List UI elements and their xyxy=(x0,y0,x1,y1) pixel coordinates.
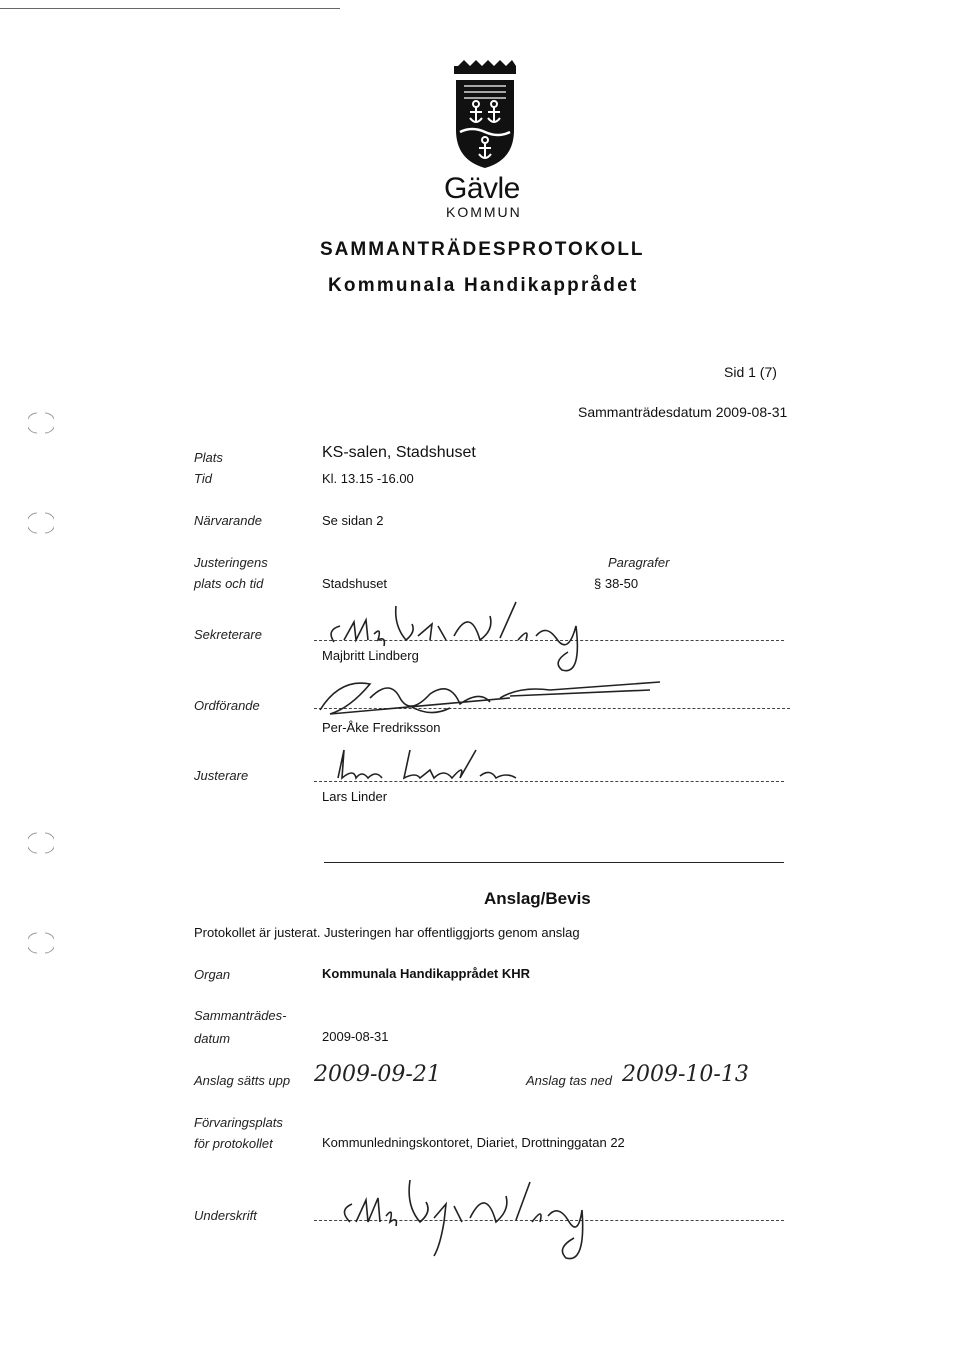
sekreterare-name: Majbritt Lindberg xyxy=(322,648,419,663)
anslag-satts-label: Anslag sätts upp xyxy=(194,1073,291,1088)
anslag-title: Anslag/Bevis xyxy=(484,889,591,908)
ordforande-name: Per-Åke Fredriksson xyxy=(322,720,441,735)
justerare-label: Justerare xyxy=(194,768,249,783)
underskrift-label: Underskrift xyxy=(194,1208,257,1223)
tid-value: Kl. 13.15 -16.00 xyxy=(322,471,414,486)
logo-sub: KOMMUN xyxy=(446,204,522,220)
punch-hole-icon xyxy=(28,510,54,536)
forvaringsplats-label-2: för protokollet xyxy=(194,1136,273,1151)
plats-value: KS-salen, Stadshuset xyxy=(322,444,476,461)
punch-hole-icon xyxy=(28,410,54,436)
paragrafer-label: Paragrafer xyxy=(608,555,670,570)
anslag-ned-label: Anslag tas ned xyxy=(526,1073,613,1088)
justeringens-label: Justeringens xyxy=(194,555,268,570)
punch-hole-icon xyxy=(28,930,54,956)
anslag-ned-value: 2009-10-13 xyxy=(622,1062,749,1087)
plats-label: Plats xyxy=(194,450,223,465)
punch-hole-icon xyxy=(28,830,54,856)
coat-of-arms-icon xyxy=(450,60,520,170)
anslag-satts-value: 2009-09-21 xyxy=(314,1062,441,1087)
datum-value: 2009-08-31 xyxy=(322,1029,389,1044)
plats-och-tid-label: plats och tid xyxy=(194,576,264,591)
datum-label-1: Sammanträdes- xyxy=(194,1008,287,1023)
handwritten-signature-underskrift xyxy=(330,1176,590,1266)
tid-label: Tid xyxy=(194,471,212,486)
page-subtitle: Kommunala Handikapprådet xyxy=(328,275,639,296)
justering-value: Stadshuset xyxy=(322,576,388,591)
anslag-text: Protokollet är justerat. Justeringen har offentliggjorts genom anslag xyxy=(194,925,580,940)
gavle-logo xyxy=(440,60,530,220)
organ-value: Kommunala Handikapprådet KHR xyxy=(322,966,531,981)
handwritten-signature-secretary xyxy=(320,596,610,676)
narvarande-value: Se sidan 2 xyxy=(322,513,384,528)
forvaringsplats-value: Kommunledningskontoret, Diariet, Drottninggatan 22 xyxy=(322,1135,625,1150)
justerare-name: Lars Linder xyxy=(322,789,388,804)
logo-name: Gävle xyxy=(444,172,520,205)
sekreterare-label: Sekreterare xyxy=(194,627,262,642)
narvarande-label: Närvarande xyxy=(194,513,262,528)
handwritten-signature-adjuster xyxy=(320,742,540,788)
forvaringsplats-label-1: Förvaringsplats xyxy=(194,1115,283,1130)
ordforande-label: Ordförande xyxy=(194,698,260,713)
page-number: Sid 1 (7) xyxy=(724,364,777,380)
meeting-date: Sammanträdesdatum 2009-08-31 xyxy=(578,404,788,420)
paragrafer-value: § 38-50 xyxy=(594,576,639,591)
section-divider xyxy=(324,862,784,863)
page-title: SAMMANTRÄDESPROTOKOLL xyxy=(320,239,645,260)
organ-label: Organ xyxy=(194,967,231,982)
datum-label-2: datum xyxy=(194,1031,231,1046)
top-scan-line xyxy=(0,8,340,9)
